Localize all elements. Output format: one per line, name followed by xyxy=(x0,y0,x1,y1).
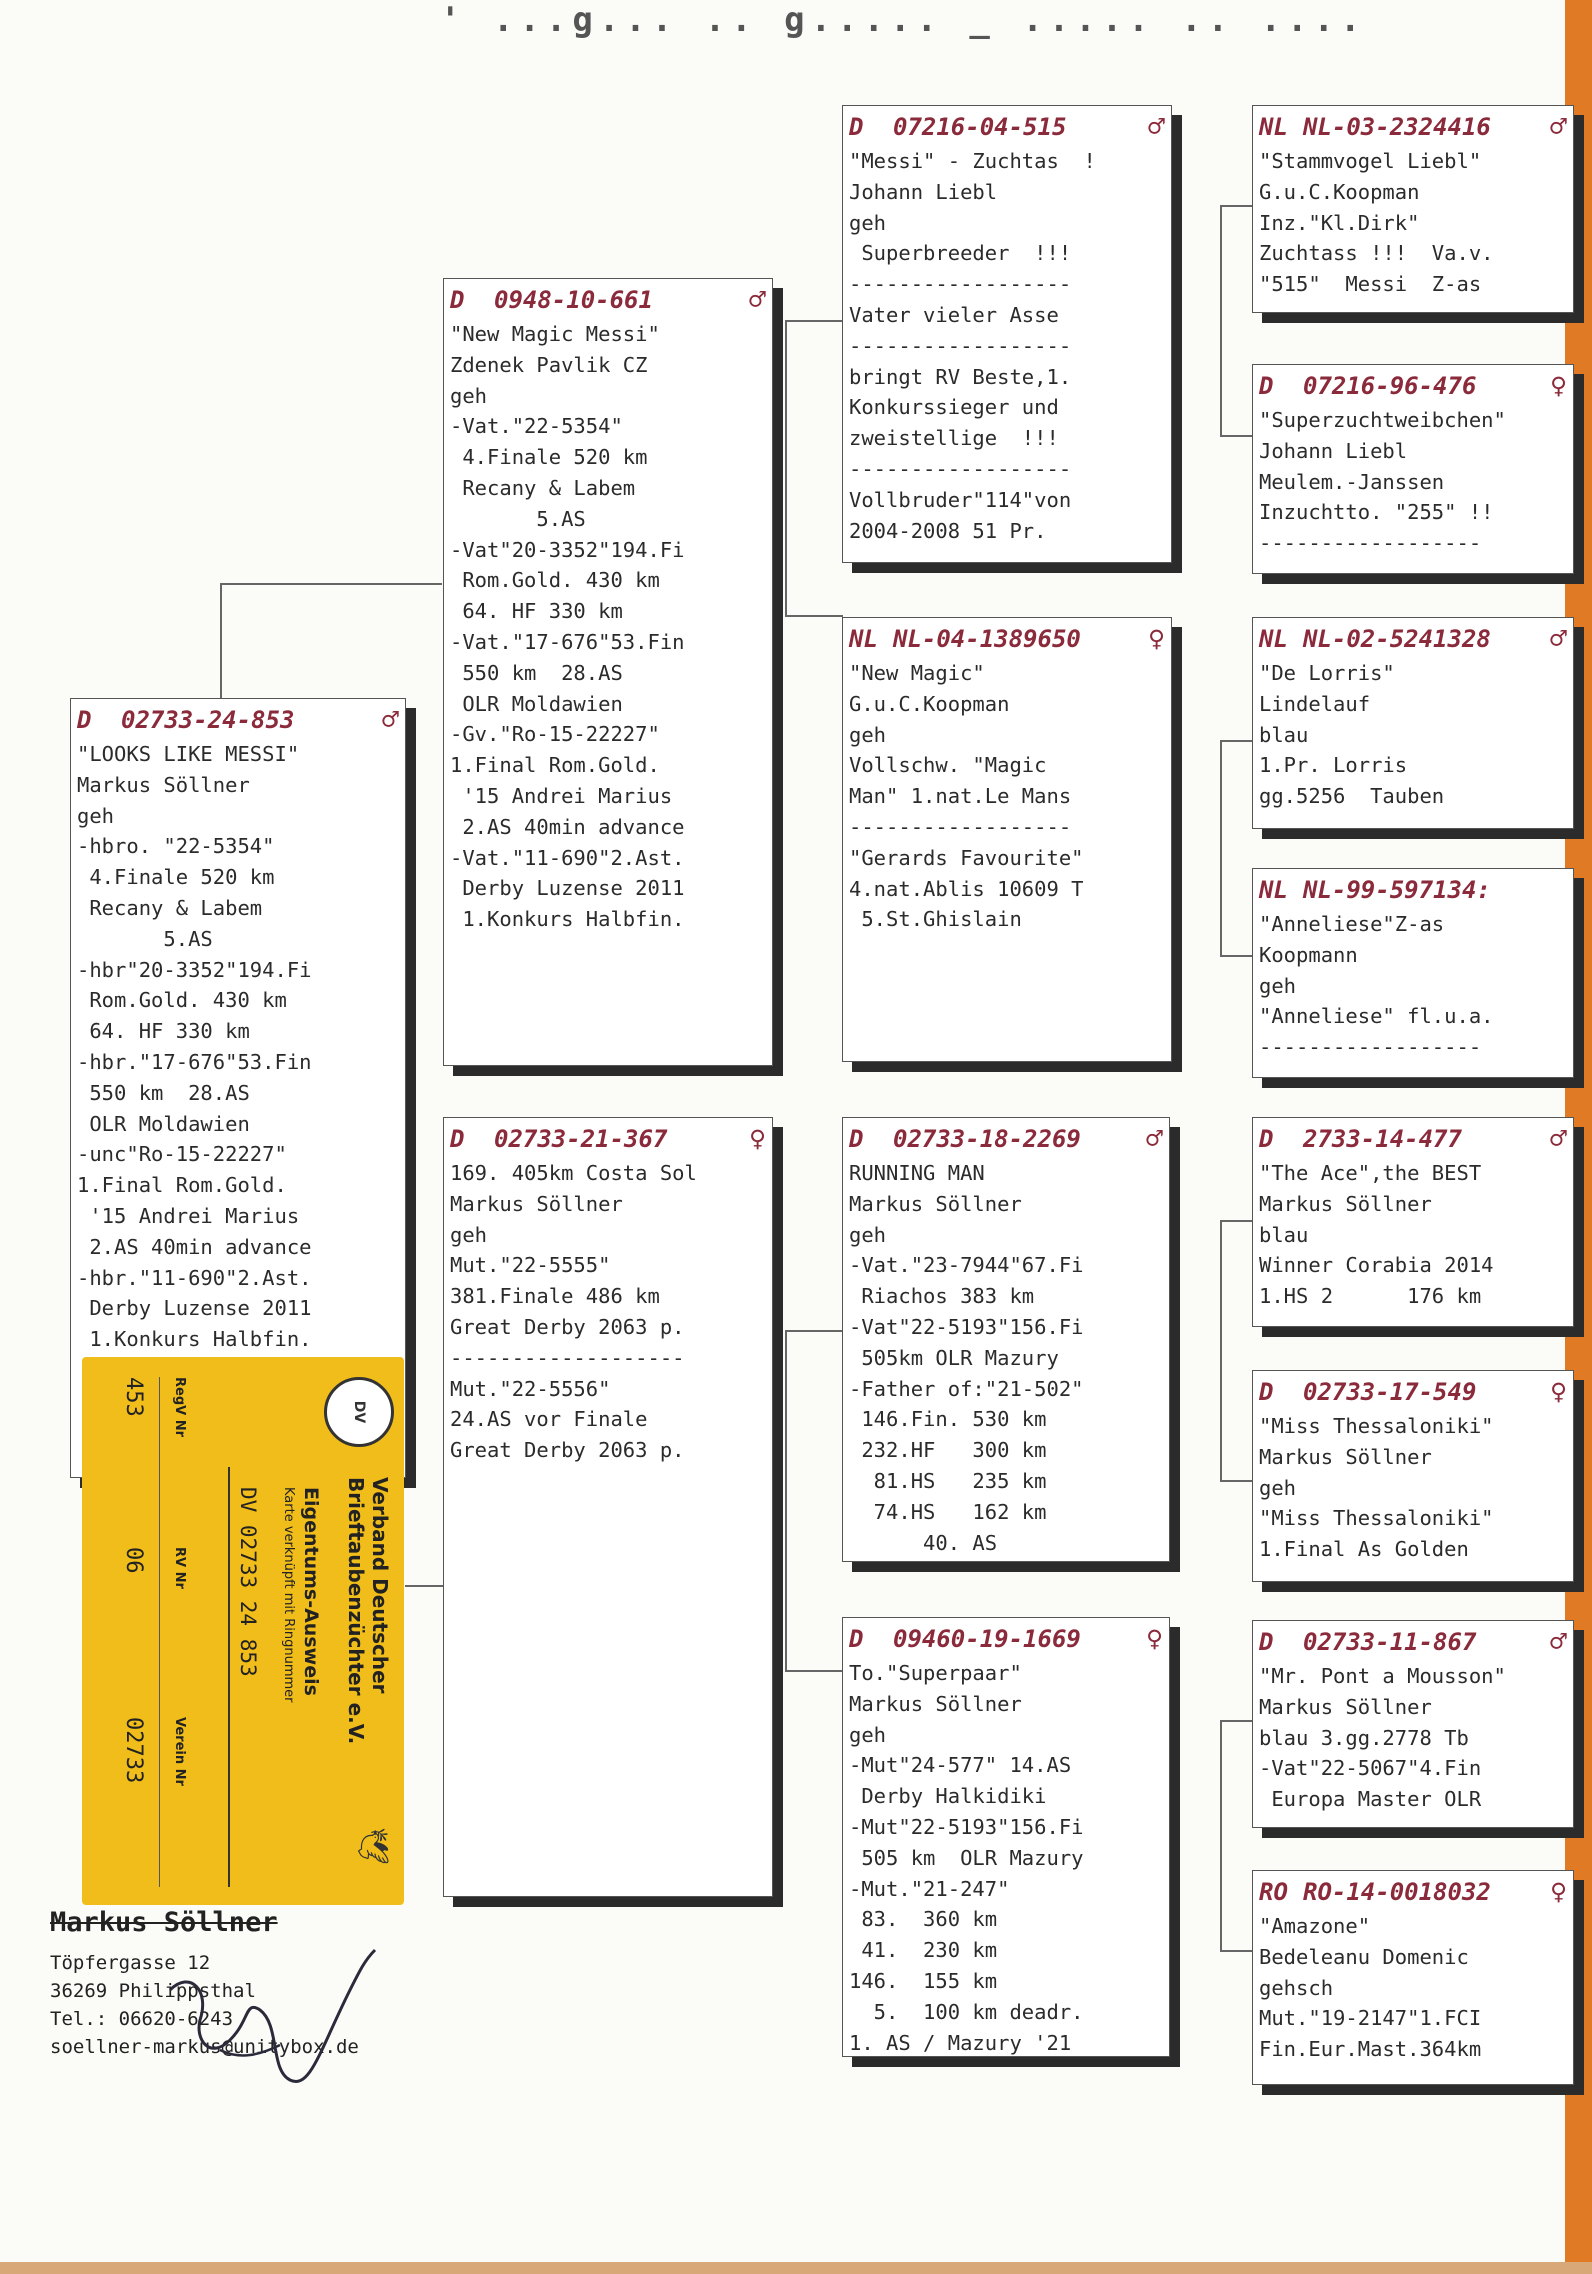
card-line: geh xyxy=(1259,973,1297,998)
card-line: Winner Corabia 2014 xyxy=(1259,1253,1494,1278)
connector xyxy=(785,1330,843,1332)
card-line: 169. 405km Costa Sol xyxy=(450,1161,697,1185)
card-line: "Messi" - Zuchtas ! xyxy=(849,149,1096,173)
pedigree-card-sire xyxy=(443,278,773,1066)
pedigree-card-sire-dam-dam xyxy=(1252,868,1574,1078)
card-header xyxy=(1259,1627,1567,1657)
card-line: 2.AS 40min advance xyxy=(77,1234,312,1259)
card-body xyxy=(849,1158,1163,1558)
card-line: Mut."22-5556" xyxy=(450,1376,611,1401)
card-line: "New Magic Messi" xyxy=(450,322,660,346)
card-body xyxy=(1259,405,1567,559)
card-line: 24.AS vor Finale xyxy=(450,1407,648,1432)
card-line: -Vat."17-676"53.Fin xyxy=(450,629,685,654)
male-icon: ♂ xyxy=(749,283,766,316)
card-line: Lindelauf xyxy=(1259,691,1371,716)
card-body xyxy=(849,1658,1163,2058)
card-line: geh xyxy=(849,722,887,747)
card-line: 550 km 28.AS xyxy=(450,660,623,685)
card-line: G.u.C.Koopman xyxy=(849,691,1010,716)
card-line: 1.Final Rom.Gold. xyxy=(77,1173,287,1198)
card-line: Koopmann xyxy=(1259,942,1358,967)
card-line: blau 3.gg.2778 Tb xyxy=(1259,1725,1469,1750)
card-line: Recany & Labem xyxy=(77,895,263,920)
card-line: "515" Messi Z-as xyxy=(1259,272,1482,297)
label-regv: RegV Nr xyxy=(172,1377,188,1438)
connector xyxy=(785,615,843,617)
card-line: 1. AS / Mazury '21 xyxy=(849,2030,1072,2055)
card-line: ------------------- xyxy=(450,1345,685,1370)
pedigree-card-dam-dam xyxy=(842,1617,1170,2057)
card-line: 1.Konkurs Halbfin. xyxy=(77,1327,312,1352)
card-line: "Gerards Favourite" xyxy=(849,845,1084,870)
connector xyxy=(1220,435,1252,437)
male-icon: ♂ xyxy=(1550,110,1567,143)
card-body xyxy=(450,1158,766,1466)
card-line: '15 Andrei Marius xyxy=(450,783,673,808)
card-line: "Miss Thessaloniki" xyxy=(1259,1414,1494,1438)
card-line: 5.AS xyxy=(77,926,213,951)
id-card-ring-number: DV 02733 24 853 xyxy=(236,1487,260,1677)
card-line: Man" 1.nat.Le Mans xyxy=(849,784,1072,809)
ring-number: NL-04-1389650 xyxy=(893,625,1081,653)
card-header xyxy=(1259,624,1567,654)
pedigree-card-dam-dam-dam xyxy=(1252,1870,1574,2085)
connector xyxy=(785,1330,787,1670)
country-code: D xyxy=(1259,1378,1274,1406)
card-line: 146. 155 km xyxy=(849,1968,998,1993)
card-line: geh xyxy=(450,1222,488,1247)
male-icon: ♂ xyxy=(382,703,399,736)
card-line: -Vat"22-5193"156.Fi xyxy=(849,1314,1084,1339)
card-header xyxy=(1259,1124,1567,1154)
ring-number: 07216-04-515 xyxy=(893,113,1067,141)
card-line: gg.5256 Tauben xyxy=(1259,784,1445,809)
owner-street: Töpfergasse 12 xyxy=(50,1952,211,1974)
ring-number: NL-99-597134: xyxy=(1303,876,1491,904)
card-body xyxy=(77,739,399,1355)
card-line: Markus Söllner xyxy=(849,1691,1022,1716)
female-icon: ♀ xyxy=(1550,1875,1567,1908)
connector xyxy=(785,320,787,615)
card-line: 381.Finale 486 km xyxy=(450,1284,660,1309)
female-icon: ♀ xyxy=(1146,1622,1163,1655)
card-line: -Gv."Ro-15-22227" xyxy=(450,722,660,747)
card-line: 74.HS 162 km xyxy=(849,1499,1047,1524)
card-line: gehsch xyxy=(1259,1975,1334,2000)
card-line: Mut."22-5555" xyxy=(450,1253,611,1278)
connector xyxy=(785,320,843,322)
card-body xyxy=(849,146,1165,546)
pedigree-card-sire-dam xyxy=(842,617,1172,1062)
connector xyxy=(1220,955,1252,957)
card-line: Markus Söllner xyxy=(77,772,250,797)
card-line: 4.Finale 520 km xyxy=(77,865,275,890)
card-line: 2.AS 40min advance xyxy=(450,814,685,839)
ring-number: 07216-96-476 xyxy=(1303,372,1477,400)
card-line: RUNNING MAN xyxy=(849,1161,985,1185)
card-line: "De Lorris" xyxy=(1259,661,1395,685)
card-line: Zdenek Pavlik CZ xyxy=(450,352,648,377)
card-line: 505 km OLR Mazury xyxy=(849,1845,1084,1870)
connector xyxy=(1220,1220,1252,1222)
country-code: RO xyxy=(1259,1878,1288,1906)
card-line: -Vat."23-7944"67.Fi xyxy=(849,1253,1084,1278)
card-line: "Stammvogel Liebl" xyxy=(1259,149,1482,173)
male-icon: ♂ xyxy=(1550,1625,1567,1658)
card-line: Konkurssieger und xyxy=(849,395,1059,420)
card-header xyxy=(849,1624,1163,1654)
card-line: Vater vieler Asse xyxy=(849,302,1059,327)
card-line: "Miss Thessaloniki" xyxy=(1259,1506,1494,1531)
value-rv: 06 xyxy=(121,1547,147,1574)
female-icon: ♀ xyxy=(1550,369,1567,402)
card-body xyxy=(1259,1911,1567,2065)
association-logo: DV xyxy=(324,1377,394,1447)
country-code: D xyxy=(1259,1628,1274,1656)
card-line: Inz."Kl.Dirk" xyxy=(1259,210,1420,235)
card-line: 505km OLR Mazury xyxy=(849,1345,1059,1370)
divider xyxy=(159,1377,160,1887)
card-line: -hbr."11-690"2.Ast. xyxy=(77,1265,312,1290)
signature xyxy=(150,1930,380,2110)
male-icon: ♂ xyxy=(1550,622,1567,655)
country-code: D xyxy=(450,1125,465,1153)
female-icon: ♀ xyxy=(1550,1375,1567,1408)
card-line: 1.Final As Golden xyxy=(1259,1537,1469,1562)
card-line: Markus Söllner xyxy=(1259,1444,1432,1469)
card-line: 146.Fin. 530 km xyxy=(849,1407,1047,1432)
card-line: ------------------ xyxy=(849,456,1072,481)
country-code: NL xyxy=(1259,625,1288,653)
country-code: D xyxy=(1259,372,1274,400)
card-line: ------------------ xyxy=(1259,1035,1482,1060)
card-header xyxy=(1259,1877,1567,1907)
card-line: 232.HF 300 km xyxy=(849,1438,1047,1463)
connector xyxy=(1220,1720,1252,1722)
card-line: 64. HF 330 km xyxy=(450,599,623,624)
card-header xyxy=(77,705,399,735)
card-line: -hbr"20-3352"194.Fi xyxy=(77,957,312,982)
card-line: -Mut."21-247" xyxy=(849,1876,1010,1901)
owner-name: Markus Söllner xyxy=(50,1907,278,1938)
card-line: "Superzuchtweibchen" xyxy=(1259,408,1506,432)
female-icon: ♀ xyxy=(1148,622,1165,655)
male-icon: ♂ xyxy=(1550,1122,1567,1155)
card-line: "Amazone" xyxy=(1259,1914,1371,1938)
country-code: D xyxy=(450,286,465,314)
card-line: -Vat"20-3352"194.Fi xyxy=(450,537,685,562)
female-icon: ♀ xyxy=(749,1122,766,1155)
pedigree-card-sire-dam-sire xyxy=(1252,617,1574,829)
card-line: ------------------ xyxy=(849,333,1072,358)
country-code: NL xyxy=(849,625,878,653)
country-code: NL xyxy=(1259,876,1288,904)
card-line: Zuchtass !!! Va.v. xyxy=(1259,241,1494,266)
card-line: geh xyxy=(1259,1475,1297,1500)
card-body xyxy=(1259,146,1567,300)
card-line: Meulem.-Janssen xyxy=(1259,469,1445,494)
ring-number: 2733-14-477 xyxy=(1303,1125,1462,1153)
card-line: Mut."19-2147"1.FCI xyxy=(1259,2006,1482,2031)
card-line: 550 km 28.AS xyxy=(77,1080,250,1105)
card-line: Derby Luzense 2011 xyxy=(77,1296,312,1321)
card-header xyxy=(450,1124,766,1154)
pedigree-card-dam-sire-sire xyxy=(1252,1117,1574,1327)
pedigree-card-dam-sire xyxy=(842,1117,1170,1562)
pedigree-card-sire-sire-sire xyxy=(1252,105,1574,313)
value-regv: 453 xyxy=(121,1377,147,1417)
card-line: Derby Luzense 2011 xyxy=(450,876,685,901)
card-line: "The Ace",the BEST xyxy=(1259,1161,1482,1185)
card-line: ------------------ xyxy=(849,814,1072,839)
card-line: geh xyxy=(849,210,887,235)
pedigree-card-dam-sire-dam xyxy=(1252,1370,1574,1582)
value-verein: 02733 xyxy=(121,1717,147,1784)
card-line: Rom.Gold. 430 km xyxy=(450,568,660,593)
card-line: "Mr. Pont a Mousson" xyxy=(1259,1664,1506,1688)
pedigree-card-dam xyxy=(443,1117,773,1897)
card-line: Superbreeder !!! xyxy=(849,241,1072,266)
label-rv: RV Nr xyxy=(172,1547,188,1589)
card-line: ------------------ xyxy=(1259,531,1482,556)
connector xyxy=(1220,205,1222,435)
owner-phone: Tel.: 06620-6243 xyxy=(50,2008,234,2030)
ring-number: NL-03-2324416 xyxy=(1303,113,1491,141)
card-line: '15 Andrei Marius xyxy=(77,1203,300,1228)
card-line: Markus Söllner xyxy=(1259,1191,1432,1216)
pedigree-card-sire-sire xyxy=(842,105,1172,563)
card-line: bringt RV Beste,1. xyxy=(849,364,1072,389)
ring-number: 0948-10-661 xyxy=(494,286,653,314)
connector xyxy=(220,583,222,701)
card-line: -Mut"24-577" 14.AS xyxy=(849,1753,1072,1778)
card-body xyxy=(1259,909,1567,1063)
ring-number: 02733-18-2269 xyxy=(893,1125,1081,1153)
card-header xyxy=(1259,112,1567,142)
card-line: geh xyxy=(849,1722,887,1747)
card-body xyxy=(1259,1158,1567,1312)
card-body xyxy=(1259,1661,1567,1815)
page-header-fragment: ' ...g... .. g..... _ ..... .. .... xyxy=(440,0,1367,40)
country-code: D xyxy=(849,1625,864,1653)
card-line: -Father of:"21-502" xyxy=(849,1376,1084,1401)
card-line: 5.AS xyxy=(450,506,586,531)
card-header xyxy=(450,285,766,315)
id-card-subtitle: Karte verknüpft mit Ringnummer xyxy=(281,1487,296,1703)
label-verein: Verein Nr xyxy=(172,1717,188,1786)
ring-number: RO-14-0018032 xyxy=(1303,1878,1491,1906)
card-header xyxy=(849,112,1165,142)
owner-city: 36269 Philippsthal xyxy=(50,1980,256,2002)
card-line: "Anneliese" fl.u.a. xyxy=(1259,1004,1494,1029)
card-line: ------------------ xyxy=(849,272,1072,297)
card-line: 1.Pr. Lorris xyxy=(1259,753,1408,778)
card-line: blau xyxy=(1259,1222,1309,1247)
connector xyxy=(1220,740,1252,742)
card-line: Great Derby 2063 p. xyxy=(450,1438,685,1463)
connector xyxy=(220,583,442,585)
card-line: -Vat"22-5067"4.Fin xyxy=(1259,1756,1482,1781)
card-line: blau xyxy=(1259,722,1309,747)
card-body xyxy=(1259,1411,1567,1565)
ring-number: 02733-24-853 xyxy=(121,706,295,734)
card-line: 5.St.Ghislain xyxy=(849,907,1022,932)
ring-number: 09460-19-1669 xyxy=(893,1625,1081,1653)
id-card-org-line1: Verband Deutscher xyxy=(368,1477,392,1694)
card-line: 41. 230 km xyxy=(849,1938,998,1963)
card-line: zweistellige !!! xyxy=(849,426,1059,451)
card-line: 81.HS 235 km xyxy=(849,1468,1047,1493)
card-line: To."Superpaar" xyxy=(849,1661,1022,1685)
divider xyxy=(229,1467,231,1887)
card-line: Johann Liebl xyxy=(849,179,998,204)
country-code: D xyxy=(1259,1125,1274,1153)
pedigree-card-dam-dam-sire xyxy=(1252,1620,1574,1828)
card-line: "Anneliese"Z-as xyxy=(1259,912,1445,936)
card-line: Riachos 383 km xyxy=(849,1284,1035,1309)
card-line: Derby Halkidiki xyxy=(849,1784,1047,1809)
ownership-id-card xyxy=(82,1357,404,1905)
owner-email: soellner-markus@unitybox.de xyxy=(50,2036,359,2058)
country-code: NL xyxy=(1259,113,1288,141)
card-line: -Vat."22-5354" xyxy=(450,414,623,439)
connector xyxy=(1220,1720,1222,1950)
ring-number: 02733-21-367 xyxy=(494,1125,668,1153)
card-line: 5. 100 km deadr. xyxy=(849,1999,1084,2024)
page-edge-bottom xyxy=(0,2262,1592,2274)
card-line: geh xyxy=(77,803,115,828)
card-line: -hbr."17-676"53.Fin xyxy=(77,1049,312,1074)
card-line: Markus Söllner xyxy=(450,1191,623,1216)
card-line: 64. HF 330 km xyxy=(77,1019,250,1044)
card-line: -Vat."11-690"2.Ast. xyxy=(450,845,685,870)
card-line: 1.Konkurs Halbfin. xyxy=(450,907,685,932)
card-line: Johann Liebl xyxy=(1259,438,1408,463)
card-line: 40. AS xyxy=(849,1530,998,1555)
card-body xyxy=(450,319,766,935)
ring-number: NL-02-5241328 xyxy=(1303,625,1491,653)
card-line: -hbro. "22-5354" xyxy=(77,834,275,859)
card-line: 1.Final Rom.Gold. xyxy=(450,753,660,778)
card-line: Rom.Gold. 430 km xyxy=(77,988,287,1013)
card-line: G.u.C.Koopman xyxy=(1259,179,1420,204)
country-code: D xyxy=(849,1125,864,1153)
pigeon-icon: 🕊 xyxy=(355,1827,390,1866)
card-header xyxy=(1259,371,1567,401)
card-line: geh xyxy=(849,1222,887,1247)
connector xyxy=(405,1585,445,1587)
connector xyxy=(1220,205,1252,207)
card-line: 4.Finale 520 km xyxy=(450,445,648,470)
card-line: "LOOKS LIKE MESSI" xyxy=(77,742,300,766)
card-line: Vollbruder"114"von xyxy=(849,487,1072,512)
connector xyxy=(785,1670,843,1672)
card-line: -unc"Ro-15-22227" xyxy=(77,1142,287,1167)
card-line: -Mut"22-5193"156.Fi xyxy=(849,1814,1084,1839)
card-header xyxy=(849,1124,1163,1154)
card-line: "New Magic" xyxy=(849,661,985,685)
card-header xyxy=(1259,1377,1567,1407)
id-card-title: Eigentums-Ausweis xyxy=(300,1487,322,1696)
card-line: geh xyxy=(450,383,488,408)
connector xyxy=(1220,1950,1252,1952)
country-code: D xyxy=(77,706,92,734)
card-line: Europa Master OLR xyxy=(1259,1787,1482,1812)
id-card-org-line2: Brieftaubenzüchter e.V. xyxy=(344,1477,368,1745)
card-line: OLR Moldawien xyxy=(77,1111,250,1136)
card-body xyxy=(1259,658,1567,812)
pedigree-card-sire-sire-dam xyxy=(1252,364,1574,574)
country-code: D xyxy=(849,113,864,141)
card-line: Markus Söllner xyxy=(1259,1694,1432,1719)
connector xyxy=(1220,740,1222,955)
card-line: 1.HS 2 176 km xyxy=(1259,1284,1482,1309)
card-line: Bedeleanu Domenic xyxy=(1259,1944,1469,1969)
male-icon: ♂ xyxy=(1146,1122,1163,1155)
card-line: Great Derby 2063 p. xyxy=(450,1314,685,1339)
card-body xyxy=(849,658,1165,935)
card-line: 2004-2008 51 Pr. xyxy=(849,518,1047,543)
card-line: OLR Moldawien xyxy=(450,691,623,716)
ring-number: 02733-17-549 xyxy=(1303,1378,1477,1406)
card-header xyxy=(1259,875,1567,905)
card-line: Recany & Labem xyxy=(450,475,636,500)
card-line: Vollschw. "Magic xyxy=(849,753,1047,778)
card-line: Fin.Eur.Mast.364km xyxy=(1259,2037,1482,2062)
male-icon: ♂ xyxy=(1148,110,1165,143)
card-line: 4.nat.Ablis 10609 T xyxy=(849,876,1084,901)
connector xyxy=(1220,1220,1222,1480)
card-header xyxy=(849,624,1165,654)
connector xyxy=(1220,1480,1252,1482)
card-line: 83. 360 km xyxy=(849,1907,998,1932)
card-line: Inzuchtto. "255" !! xyxy=(1259,500,1494,525)
ring-number: 02733-11-867 xyxy=(1303,1628,1477,1656)
card-line: Markus Söllner xyxy=(849,1191,1022,1216)
